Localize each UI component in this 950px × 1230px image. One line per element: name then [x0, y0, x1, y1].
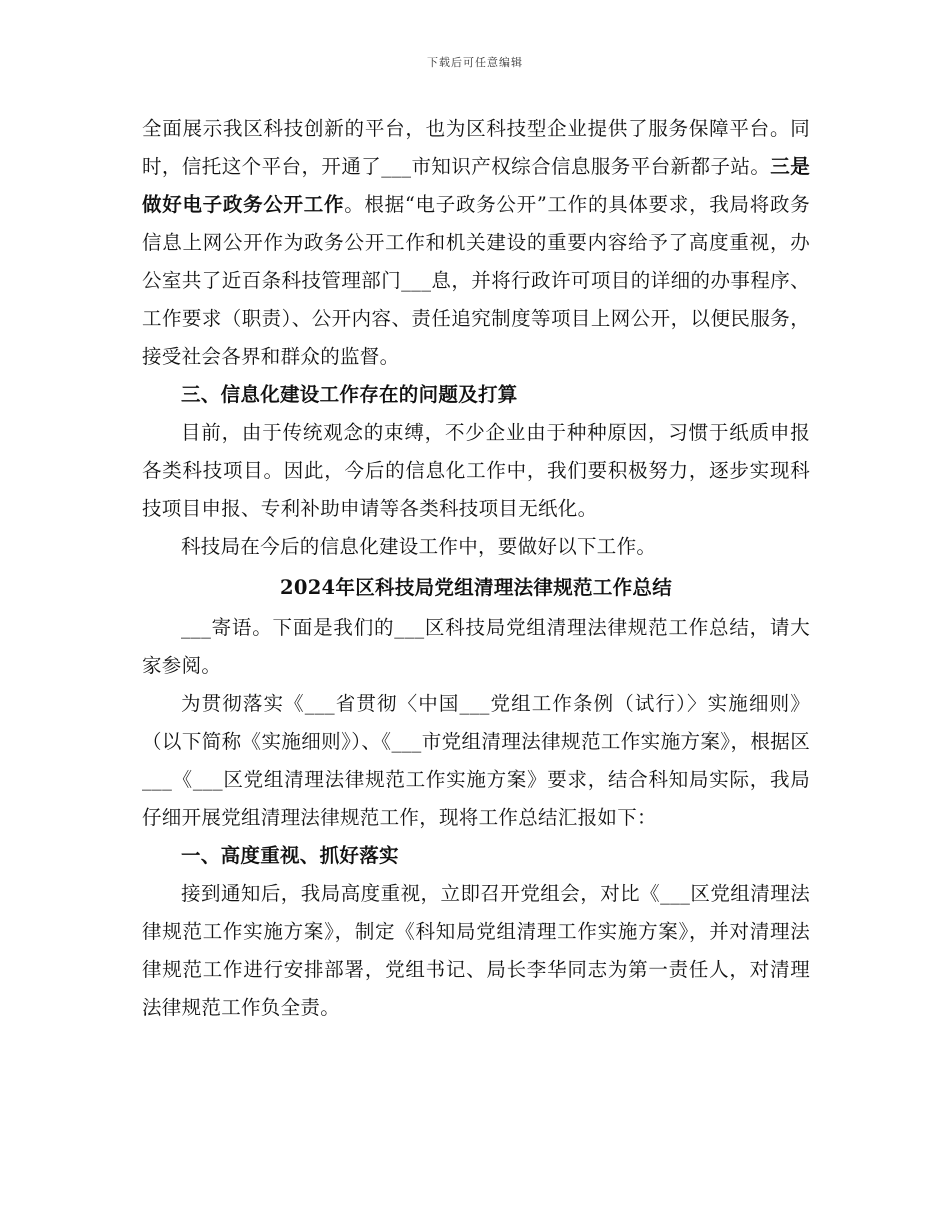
paragraph-intro: ___寄语。下面是我们的___区科技局党组清理法律规范工作总结，请大家参阅。: [142, 616, 810, 677]
section-heading-priority: 一、高度重视、抓好落实: [181, 844, 399, 867]
paragraph-current-status: 目前，由于传统观念的束缚，不少企业由于种种原因，习惯于纸质申报各类科技项目。因此，今后的信息化工作中，我们要积极努力，逐步实现科技项目申报、专利补助申请等各类科技项目无纸化。: [142, 421, 810, 520]
page-header: 下载后可任意编辑: [427, 56, 523, 69]
paragraph-notification: 接到通知后，我局高度重视，立即召开党组会，对比《___区党组清理法律规范工作实施方案》，制定《科知局党组清理工作实施方案》，并对清理法律规范工作进行安排部署，党组书记、局长李华同志为第一责任人，对清理法律规范工作负全责。: [142, 882, 810, 1019]
paragraph-future-work: 科技局在今后的信息化建设工作中，要做好以下工作。: [181, 535, 657, 558]
paragraph-platform-text: 全面展示我区科技创新的平台，也为区科技型企业提供了服务保障平台。同时，信托这个平台，开通了___市知识产权综合信息服务平台新都子站。: [142, 117, 810, 178]
section-heading-problems: 三、信息化建设工作存在的问题及打算: [181, 383, 518, 406]
paragraph-platform-emphasis: 三是做好电子政务公开工作: [142, 155, 810, 216]
document-body: [142, 110, 810, 1027]
document-title: 2024年区科技局党组清理法律规范工作总结: [279, 576, 673, 599]
paragraph-platform-text-cont: 。根据“电子政务公开”工作的具体要求，我局将政务信息上网公开作为政务公开工作和机关建设的重要内容给予了高度重视，办公室共了近百条科技管理部门___息，并将行政许可项目的详细的办事程序、工作要求（职责）、公开内容、责任追究制度等项目上网公开，以便民服务，接受社会各界和群众的监督。: [142, 193, 810, 368]
paragraph-implementation: 为贯彻落实《___省贯彻〈中国___党组工作条例（试行）〉实施细则》（以下简称《实施细则》）、《___市党组清理法律规范工作实施方案》，根据区___《___区党组清理法律规范工作实施方案》要求，结合科知局实际，我局仔细开展党组清理法律规范工作，现将工作总结汇报如下：: [142, 692, 810, 829]
paragraph-platform: [142, 110, 810, 376]
